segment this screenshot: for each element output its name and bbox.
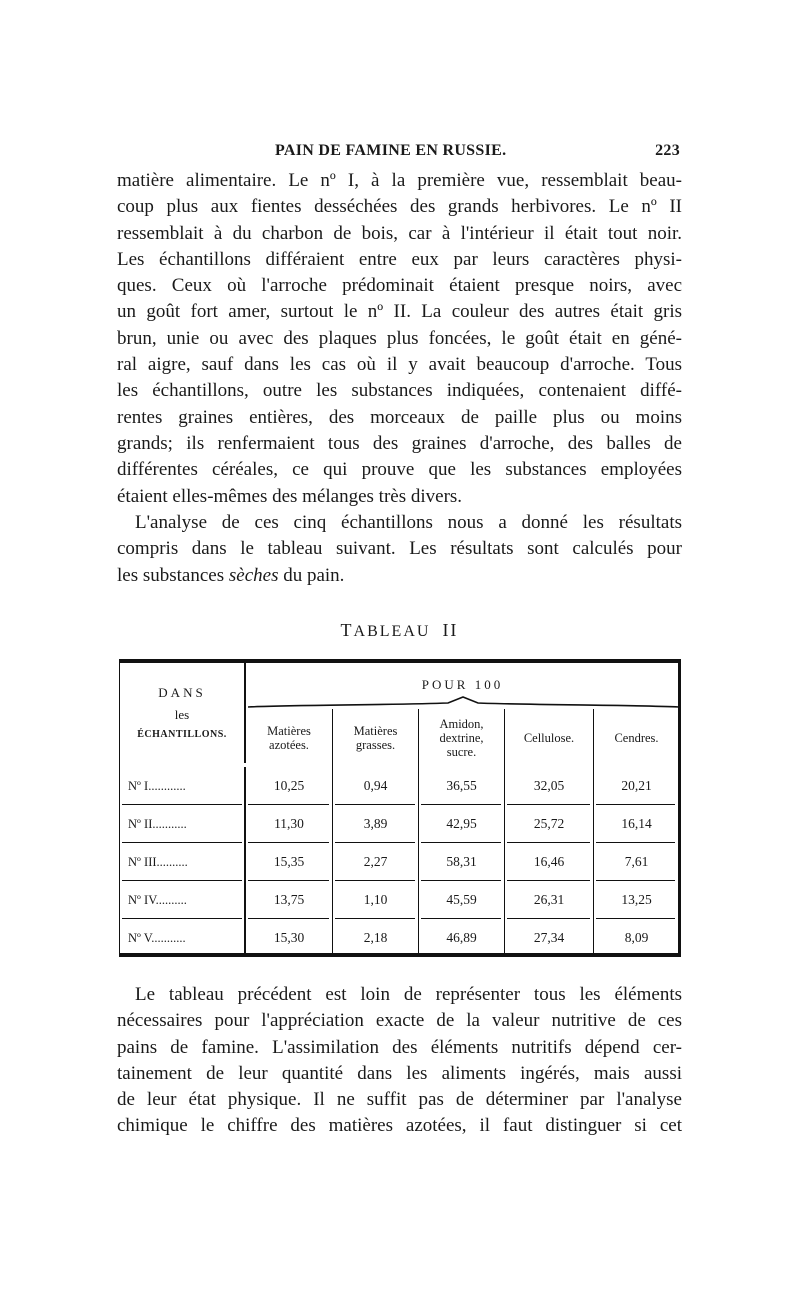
text-line: rentes graines entières, des morceaux de paille plus ou moins (117, 406, 682, 428)
table-cell: 32,05 (505, 767, 594, 805)
text-line: ques. Ceux où l'arroche prédominait étaient presque noirs, avec (117, 275, 682, 297)
table-cell: 16,14 (621, 816, 652, 831)
table-cell: 26,31 (505, 881, 594, 919)
text-line: nécessaires pour l'appréciation exacte de la valeur nutritive de ces (117, 1010, 682, 1032)
text-line: grands; ils renfermaient tous des graines d'arroche, des balles de (117, 432, 682, 454)
text-line: un goût fort amer, surtout le nº II. La couleur des autres était gris (117, 301, 682, 323)
table-row (120, 767, 679, 805)
italic-word: sèches (228, 564, 279, 586)
text-run: les substances (117, 564, 229, 586)
table-row (120, 843, 679, 881)
table-cell: 45,59 (419, 881, 505, 919)
running-title: PAIN DE FAMINE EN RUSSIE. (275, 142, 507, 159)
text-line: Le tableau précédent est loin de représenter tous les éléments (135, 984, 682, 1005)
row-rule (248, 956, 329, 958)
column-header: Cendres. (614, 731, 659, 745)
text-run: du pain. (278, 564, 345, 586)
table-cell: 46,89 (419, 919, 505, 957)
text-line: Les échantillons différaient entre eux par leurs caractères physi- (117, 248, 682, 270)
brace-icon (248, 695, 679, 709)
paragraph-1 (117, 168, 682, 510)
row-rule (507, 956, 590, 958)
paragraph-2 (117, 510, 682, 589)
table-row (120, 919, 679, 957)
table-cell: 20,21 (621, 778, 652, 793)
table-cell: 2,18 (333, 919, 419, 957)
text-line: tainement de leur quantité dans les aliments ingérés, mais aussi (117, 1062, 682, 1084)
row-label: Nº III.......... (120, 843, 246, 881)
text-line: ressemblait à du charbon de bois, car à l'intérieur il était tout noir. (117, 222, 682, 244)
table-cell: 8,09 (624, 930, 649, 945)
column-header: Cellulose. (505, 709, 594, 767)
table-cell: 13,25 (621, 892, 652, 907)
text-line: matière alimentaire. Le nº I, à la première vue, ressemblait beau- (117, 170, 682, 191)
text-line: L'analyse de ces cinq échantillons nous a donné les résultats (135, 512, 682, 533)
row-header-cell: DANS les ÉCHANTILLONS. (120, 663, 246, 763)
text-line: compris dans le tableau suivant. Les résultats sont calculés pour (117, 538, 682, 560)
text-line: ral aigre, sauf dans les cas où il y avait beaucoup d'arroche. Tous (117, 354, 682, 376)
table-cell: 36,55 (419, 767, 505, 805)
table-cell: 10,25 (246, 767, 333, 805)
text-line: brun, unie ou avec des plaques plus foncées, le goût était en géné- (117, 327, 682, 349)
text-line: étaient elles-mêmes des mélanges très divers. (117, 485, 463, 507)
text-line: différentes céréales, ce qui prouve que les substances employées (117, 459, 682, 481)
row-label: Nº IV.......... (120, 881, 246, 919)
table-cell: 0,94 (333, 767, 419, 805)
table-caption: TABLEAU II (340, 620, 459, 640)
running-header (117, 142, 682, 166)
table-row (120, 805, 679, 843)
table-cell: 27,34 (505, 919, 594, 957)
table-cell: 58,31 (419, 843, 505, 881)
row-label: Nº V........... (120, 919, 246, 957)
row-rule (596, 956, 675, 958)
table-cell: 15,30 (246, 919, 333, 957)
row-label: Nº I............ (120, 767, 246, 805)
text-line: chimique le chiffre des matières azotées, il faut distinguer si cet (117, 1115, 682, 1137)
table-cell: 42,95 (419, 805, 505, 843)
paragraph-3 (117, 982, 682, 1140)
table-cell: 13,75 (246, 881, 333, 919)
text-line: de leur état physique. Il ne suffit pas de déterminer par l'analyse (117, 1089, 682, 1111)
page-number: 223 (655, 142, 680, 159)
column-header: Matières azotées. (246, 709, 333, 767)
column-header: Amidon, dextrine, sucre. (419, 709, 505, 767)
row-rule (421, 956, 501, 958)
text-line (117, 563, 682, 589)
table-cell: 15,35 (246, 843, 333, 881)
table-body (120, 767, 679, 957)
table-cell: 7,61 (624, 854, 649, 869)
table-row (120, 881, 679, 919)
text-line: coup plus aux fientes desséchées des grands herbivores. Le nº II (117, 196, 682, 218)
text-line: les échantillons, outre les substances indiquées, contenaient diffé- (117, 380, 682, 402)
text-line: pains de famine. L'assimilation des éléments nutritifs dépend cer- (117, 1036, 682, 1058)
row-label: Nº II........... (120, 805, 246, 843)
composition-table (119, 659, 681, 957)
table-cell: 11,30 (246, 805, 333, 843)
table-cell: 16,46 (505, 843, 594, 881)
table-cell: 1,10 (333, 881, 419, 919)
table-cell: 2,27 (333, 843, 419, 881)
row-rule (335, 956, 415, 958)
table-cell: 3,89 (333, 805, 419, 843)
row-rule (122, 956, 242, 958)
column-header: Matières grasses. (333, 709, 419, 767)
group-header: POUR 100 (421, 677, 504, 692)
table-cell: 25,72 (505, 805, 594, 843)
